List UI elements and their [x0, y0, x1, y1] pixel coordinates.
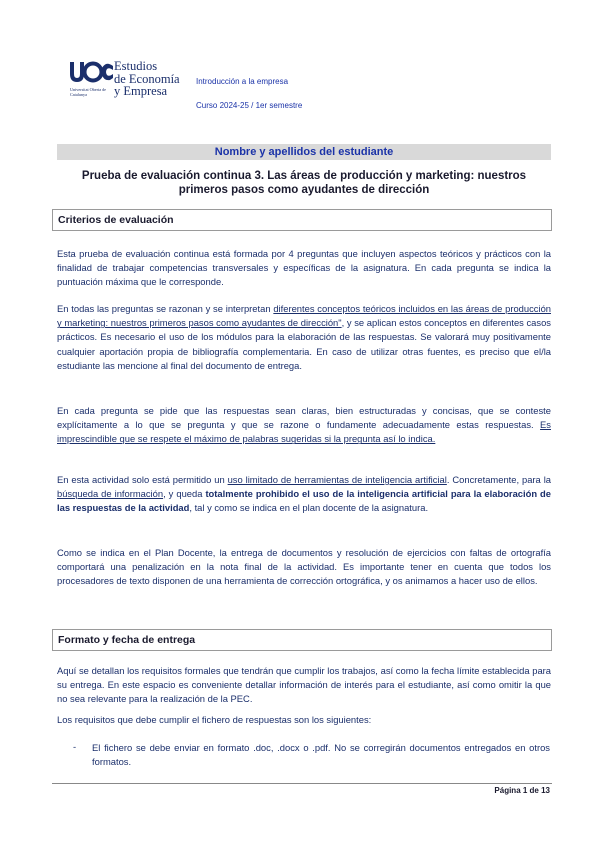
course-name: Introducción a la empresa — [196, 77, 289, 86]
concepts-link[interactable]: diferentes conceptos teóricos incluidos en las áreas de producción y marketing: nuestros primeros pasos como ayudantes de dirección" — [57, 303, 551, 329]
uoc-logo — [69, 60, 187, 102]
ai-prohibition-text: totalmente prohibido el uso de la inteligencia artificial para la elaboración de las respuestas de la actividad — [57, 488, 551, 514]
section-heading-criteria: Criterios de evaluación — [52, 209, 552, 231]
course-term: Curso 2024-25 / 1er semestre — [196, 101, 303, 110]
info-search-link[interactable]: búsqueda de información — [57, 488, 164, 500]
criteria-paragraph-5: Como se indica en el Plan Docente, la entrega de documentos y resolución de ejercicios con faltas de ortografía comportará una penalización en la nota final de la actividad. Es importante tener en cuenta que todos los procesadores de texto disponen de una herramienta de corrección ortográfica, y os animamos a hacer uso de ellos. — [57, 547, 551, 587]
uoc-logo-mark — [69, 60, 113, 86]
student-name-bar: Nombre y apellidos del estudiante — [57, 144, 551, 160]
criteria-paragraph-3: En cada pregunta se pide que las respuestas sean claras, bien estructuradas y concisas, que se conteste explícitamente a lo que se pregunta y que se razone o fundamente adecuadamente estas respuestas. Es imprescindible que se respete el máximo de palabras sugeridas si la pregunta así lo indica. — [57, 405, 551, 445]
page-number: Página 1 de 13 — [494, 786, 550, 795]
format-paragraph-2: Los requisitos que debe cumplir el fichero de respuestas son los siguientes: — [57, 714, 372, 725]
document-title: Prueba de evaluación continua 3. Las áreas de producción y marketing: nuestros primeros pasos como ayudantes de dirección — [81, 170, 527, 196]
course-info — [196, 77, 302, 125]
format-paragraph-1: Aquí se detallan los requisitos formales que tendrán que cumplir los trabajos, así como la fecha límite establecida para su entrega. En este espacio es conveniente detallar información de interés para el estudiante, así como omitir la que no sea relevante para la realización de la PEC. — [57, 665, 551, 705]
word-limit-note: Es imprescindible que se respete el máximo de palabras sugeridas si la pregunta así lo indica. — [57, 419, 551, 445]
ai-usage-link[interactable]: uso limitado de herramientas de inteligencia artificial — [227, 474, 447, 485]
logo-brand-text: Estudios de Economía y Empresa — [114, 59, 180, 98]
section-heading-format: Formato y fecha de entrega — [52, 629, 552, 651]
format-bullet-1: El fichero se debe enviar en formato .doc, .docx o .pdf. No se corregirán documentos entregados en otros formatos. — [92, 742, 550, 768]
criteria-paragraph-4: En esta actividad solo está permitido un uso limitado de herramientas de inteligencia artificial. Concretamente, para la búsqueda de información, y queda totalmente prohibido el uso de la inteligencia artificial para la elaboración de las respuestas de la actividad, tal y como se indica en el plan docente de la asignatura. — [57, 474, 551, 514]
criteria-paragraph-1: Esta prueba de evaluación continua está formada por 4 preguntas que incluyen aspectos teóricos y prácticos con la finalidad de trabajar competencias transversales y específicas de la asignatura. En cada pregunta se indica la puntuación máxima que le corresponde. — [57, 248, 551, 288]
bullet-dash: - — [73, 741, 77, 752]
footer-divider — [52, 783, 552, 784]
logo-university-name: Universitat Oberta de Catalunya — [70, 87, 107, 97]
criteria-paragraph-2: En todas las preguntas se razonan y se interpretan diferentes conceptos teóricos incluidos en las áreas de producción y marketing: nuestros primeros pasos como ayudantes de dirección", y se aplican estos conceptos en diferentes casos prácticos. Es necesario el uso de los módulos para la elaboración de las respuestas. Se valorará muy positivamente cualquier aportación propia de bibliografía complementaria. En caso de utilizar otras fuentes, es preciso que el/la estudiante las mencione al final del documento de entrega. — [57, 303, 551, 371]
